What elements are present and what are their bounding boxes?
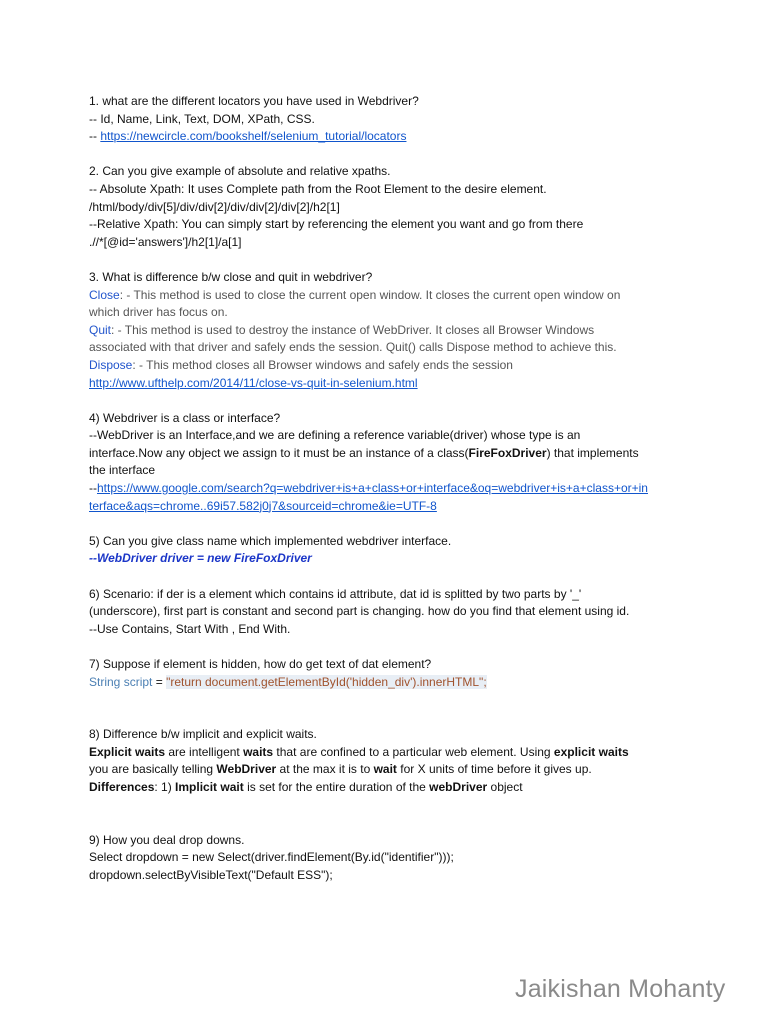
bold-differences: Differences xyxy=(89,779,155,794)
q4-link-prefix: -- xyxy=(89,481,97,496)
q4-line1: --WebDriver is an Interface,and we are defining a reference variable(driver) whose type is an xyxy=(89,428,581,443)
q4-google-link-cont[interactable]: terface&aqs=chrome..69i57.582j0j7&sourceid=chrome&ie=UTF-8 xyxy=(89,498,437,513)
q9-code-line1: Select dropdown = new Select(driver.findElement(By.id("identifier"))); xyxy=(89,850,454,865)
q3-dispose-label: Dispose xyxy=(89,357,133,372)
q7-string-literal: "return document.getElementById('hidden_div').innerHTML"; xyxy=(166,674,487,689)
q5-question: 5) Can you give class name which implemented webdriver interface. xyxy=(89,533,452,548)
q3-close-text: : - This method is used to close the current open window. It closes the current open window on xyxy=(119,287,621,302)
q7-equals: = xyxy=(152,674,167,689)
bold-wait: wait xyxy=(373,762,397,777)
q8-p1-line1: Explicit waits are intelligent waits that are confined to a particular web element. Using explicit waits xyxy=(89,744,629,759)
q1-answer: -- Id, Name, Link, Text, DOM, XPath, CSS. xyxy=(89,111,315,126)
q3-quit-line xyxy=(89,322,689,340)
q4-line2-post: ) that implements xyxy=(546,445,639,460)
q9-question: 9) How you deal drop downs. xyxy=(89,832,245,847)
section-q2 xyxy=(89,163,689,251)
q4-question: 4) Webdriver is a class or interface? xyxy=(89,410,281,425)
author-watermark: Jaikishan Mohanty xyxy=(515,975,726,1003)
q3-close-line xyxy=(89,287,689,305)
q4-firefoxdriver-bold: FireFoxDriver xyxy=(468,445,547,460)
q4-google-link[interactable]: https://www.google.com/search?q=webdriver+is+a+class+or+interface&oq=webdriver+is+a+class+or+in xyxy=(97,481,648,496)
q3-question: 3. What is difference b/w close and quit in webdriver? xyxy=(89,269,373,284)
q3-quit-line2: associated with that driver and safely ends the session. Quit() calls Dispose method to achieve this. xyxy=(89,340,617,355)
section-q4 xyxy=(89,410,689,516)
q2-absolute-path: /html/body/div[5]/div/div[2]/div/div[2]/div[2]/h2[1] xyxy=(89,199,340,214)
q8-question: 8) Difference b/w implicit and explicit waits. xyxy=(89,727,317,742)
bold-waits: waits xyxy=(243,744,274,759)
q3-ufthelp-link[interactable]: http://www.ufthelp.com/2014/11/close-vs-quit-in-selenium.html xyxy=(89,375,418,390)
bold-explicit-waits-2: explicit waits xyxy=(553,744,629,759)
q2-relative-path: .//*[@id='answers']/h2[1]/a[1] xyxy=(89,234,242,249)
q1-link-prefix: -- xyxy=(89,129,101,144)
q6-line2: (underscore), first part is constant and second part is changing. how do you find that element using id. xyxy=(89,604,630,619)
q1-question: 1. what are the different locators you have used in Webdriver? xyxy=(89,94,419,108)
section-q1 xyxy=(89,93,689,146)
section-q8 xyxy=(89,726,689,796)
q3-close-line2: which driver has focus on. xyxy=(89,305,228,320)
q3-quit-text: : - This method is used to destroy the instance of WebDriver. It closes all Browser Windows xyxy=(111,322,595,337)
section-q3 xyxy=(89,269,689,392)
q8-p2: Differences: 1) Implicit wait is set for the entire duration of the webDriver object xyxy=(89,779,523,794)
q6-line3: --Use Contains, Start With , End With. xyxy=(89,621,291,636)
q4-line3: the interface xyxy=(89,463,156,478)
q8-p1-line2: you are basically telling WebDriver at the max it is to wait for X units of time before it gives up. xyxy=(89,762,592,777)
q3-dispose-line xyxy=(89,357,689,375)
q5-answer-code: --WebDriver driver = new FireFoxDriver xyxy=(89,551,312,566)
q7-script-var: script xyxy=(123,674,153,689)
bold-explicit-waits: Explicit waits xyxy=(89,744,166,759)
section-q9 xyxy=(89,832,689,885)
q3-quit-label: Quit xyxy=(89,322,112,337)
q2-relative-text: --Relative Xpath: You can simply start by referencing the element you want and go from there xyxy=(89,217,584,232)
bold-implicit-wait: Implicit wait xyxy=(175,779,244,794)
q1-locators-link[interactable]: https://newcircle.com/bookshelf/selenium_tutorial/locators xyxy=(100,129,407,144)
q1-link-line xyxy=(89,128,689,146)
document-body xyxy=(89,93,689,902)
q4-line2 xyxy=(89,445,689,463)
q7-string-keyword: String xyxy=(89,674,121,689)
q6-line1: 6) Scenario: if der is a element which contains id attribute, dat id is splitted by two parts by '_' xyxy=(89,586,582,601)
q3-dispose-text: : - This method closes all Browser windows and safely ends the session xyxy=(132,357,513,372)
q4-line2-pre: interface.Now any object we assign to it must be an instance of a class( xyxy=(89,445,469,460)
bold-webdriver-2: webDriver xyxy=(429,779,488,794)
q7-question: 7) Suppose if element is hidden, how do get text of dat element? xyxy=(89,657,432,671)
section-q6 xyxy=(89,586,689,639)
bold-webdriver: WebDriver xyxy=(216,762,277,777)
q3-close-label: Close xyxy=(89,287,120,302)
q2-absolute-text: -- Absolute Xpath: It uses Complete path from the Root Element to the desire element. xyxy=(89,181,547,196)
section-q5 xyxy=(89,533,689,568)
q4-link-line xyxy=(89,480,689,498)
q7-code-line xyxy=(89,674,689,692)
section-q7 xyxy=(89,656,689,691)
q9-code-line2: dropdown.selectByVisibleText("Default ESS"); xyxy=(89,867,333,882)
q2-question: 2. Can you give example of absolute and relative xpaths. xyxy=(89,164,391,179)
